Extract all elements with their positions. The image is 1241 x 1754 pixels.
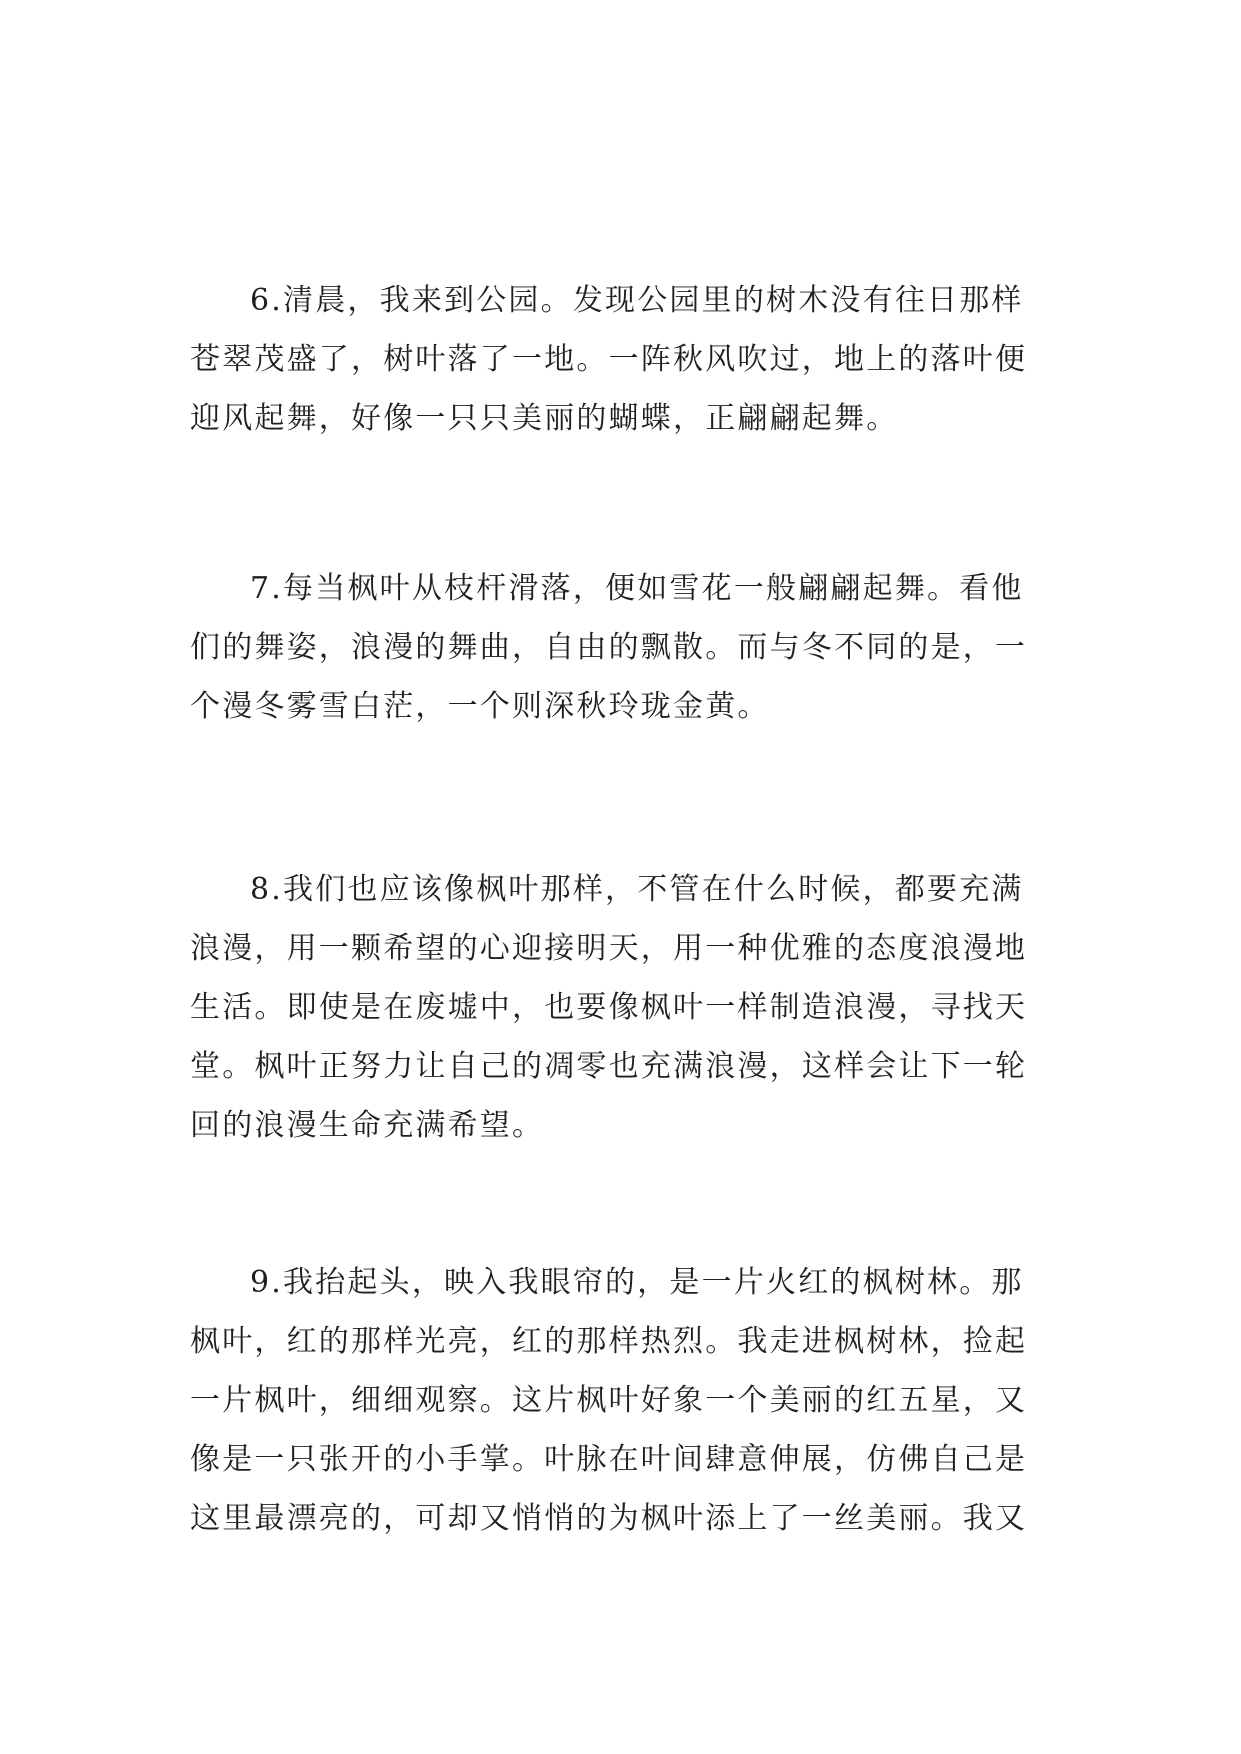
paragraph-line: 7.每当枫叶从枝杆滑落，便如雪花一般翩翩起舞。看他	[250, 571, 1024, 606]
paragraph-line: 这里最漂亮的，可却又悄悄的为枫叶添上了一丝美丽。我又	[190, 1501, 1028, 1536]
paragraph-line: 们的舞姿，浪漫的舞曲，自由的飘散。而与冬不同的是，一	[190, 630, 1028, 665]
paragraph-line: 一片枫叶，细细观察。这片枫叶好象一个美丽的红五星，又	[190, 1383, 1028, 1418]
paragraph-9	[190, 1253, 1050, 1548]
paragraph-6	[190, 271, 1050, 448]
paragraph-line: 浪漫，用一颗希望的心迎接明天，用一种优雅的态度浪漫地	[190, 931, 1028, 966]
paragraph-line: 8.我们也应该像枫叶那样，不管在什么时候，都要充满	[250, 872, 1024, 907]
paragraph-7	[190, 559, 1050, 736]
paragraph-line: 6.清晨，我来到公园。发现公园里的树木没有往日那样	[250, 283, 1024, 318]
paragraph-line: 回的浪漫生命充满希望。	[190, 1108, 545, 1143]
paragraph-line: 堂。枫叶正努力让自己的凋零也充满浪漫，这样会让下一轮	[190, 1049, 1028, 1084]
paragraph-line: 枫叶，红的那样光亮，红的那样热烈。我走进枫树林，捡起	[190, 1324, 1028, 1359]
paragraph-8	[190, 860, 1050, 1155]
paragraph-line: 9.我抬起头，映入我眼帘的，是一片火红的枫树林。那	[250, 1265, 1024, 1300]
paragraph-line: 苍翠茂盛了，树叶落了一地。一阵秋风吹过，地上的落叶便	[190, 342, 1028, 377]
paragraph-line: 像是一只张开的小手掌。叶脉在叶间肆意伸展，仿佛自己是	[190, 1442, 1028, 1477]
paragraph-line: 生活。即使是在废墟中，也要像枫叶一样制造浪漫，寻找天	[190, 990, 1028, 1025]
paragraph-line: 迎风起舞，好像一只只美丽的蝴蝶，正翩翩起舞。	[190, 401, 899, 436]
paragraph-line: 个漫冬雾雪白茫，一个则深秋玲珑金黄。	[190, 689, 770, 724]
